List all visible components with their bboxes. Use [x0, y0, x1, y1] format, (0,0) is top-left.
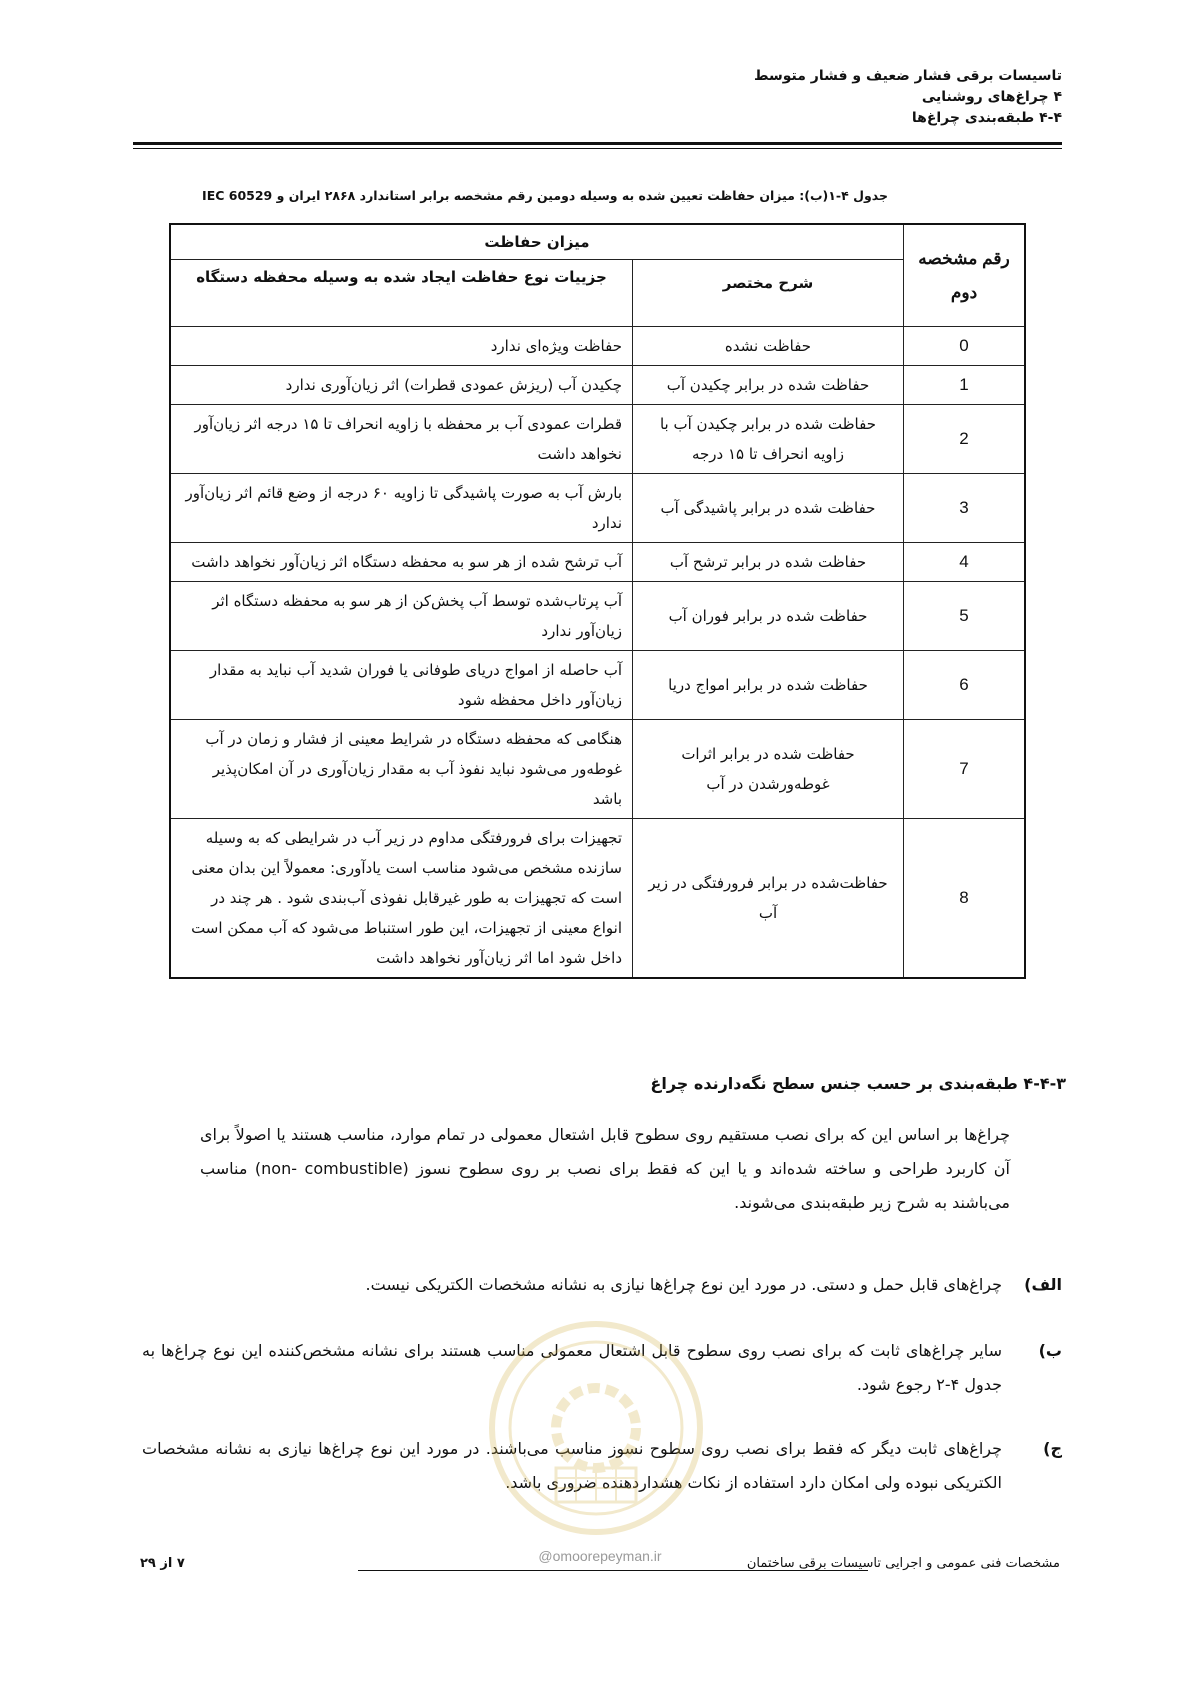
table-header-row [170, 224, 1025, 260]
row-code: 5 [904, 582, 1026, 651]
table-row [170, 651, 1025, 720]
row-short-description: حفاظت شده در برابر اثرات غوطه‌ورشدن در آب [633, 720, 904, 819]
header-rule-thick [133, 142, 1062, 145]
table-row [170, 327, 1025, 366]
table-caption: جدول ۴-۱(ب): میزان حفاظت تعیین شده به وسیله دومین رقم مشخصه برابر استاندارد ۲۸۶۸ ایران و IEC 60529 [202, 188, 888, 203]
row-detail: آب پرتاب‌شده توسط آب پخش‌کن از هر سو به محفظه دستگاه اثر زیان‌آور ندارد [170, 582, 633, 651]
page-number: ۷ از ۲۹ [140, 1556, 185, 1571]
col-code-header: رقم مشخصه دوم [904, 224, 1026, 327]
footer-rule [358, 1570, 868, 1571]
table-row [170, 582, 1025, 651]
row-code: 0 [904, 327, 1026, 366]
row-short-description: حفاظت شده در برابر چکیدن آب [633, 366, 904, 405]
section-title: ۴-۴-۳ طبقه‌بندی بر حسب جنس سطح نگه‌دارنده چراغ [650, 1074, 1066, 1093]
running-header [128, 66, 1062, 129]
col-detail-header: جزییات نوع حفاظت ایجاد شده به وسیله محفظه دستگاه [170, 260, 633, 327]
row-detail: حفاظت ویژه‌ای ندارد [170, 327, 633, 366]
table-row [170, 405, 1025, 474]
page-footer [140, 1556, 1060, 1586]
row-detail: تجهیزات برای فرورفتگی مداوم در زیر آب در شرایطی که به وسیله سازنده مشخص می‌شود مناسب است یادآوری: معمولاً این بدان معنی است که تجهیزات به طور غیرقابل نفوذی آب‌بندی شود . هر چند در انواع معینی از تجهیزات، این طور استنباط می‌شود که آب ممکن است داخل شود اما اثر زیان‌آور نخواهد داشت [170, 819, 633, 979]
row-detail: آب ترشح شده از هر سو به محفظه دستگاه اثر زیان‌آور نخواهد داشت [170, 543, 633, 582]
row-short-description: حفاظت نشده [633, 327, 904, 366]
col-short-header: شرح مختصر [633, 260, 904, 327]
list-item-text: چراغ‌های قابل حمل و دستی. در مورد این نوع چراغ‌ها نیازی به نشانه مشخصات الکتریکی نیست. [365, 1275, 1002, 1294]
watermark-site: @omoorepeyman.ir [538, 1548, 662, 1564]
row-short-description: حفاظت شده در برابر فوران آب [633, 582, 904, 651]
row-code: 3 [904, 474, 1026, 543]
row-code: 8 [904, 819, 1026, 979]
header-line-3: ۴-۴ طبقه‌بندی چراغ‌ها [911, 110, 1062, 126]
section-intro: چراغ‌ها بر اساس این که برای نصب مستقیم روی سطوح قابل اشتعال معمولی در تمام موارد، مناسب هستند یا اصولاً برای آن کاربرد طراحی و ساخته شده‌اند و یا این که فقط برای نصب بر روی سطوح نسوز (non- combustible) مناسب می‌باشند به شرح زیر طبقه‌بندی می‌شوند. [200, 1125, 1011, 1212]
row-short-description: حفاظت شده در برابر پاشیدگی آب [633, 474, 904, 543]
list-item-text: چراغ‌های ثابت دیگر که فقط برای نصب روی سطوح نسوز مناسب می‌باشند. در مورد این نوع چراغ‌ها نیازی به نشانه مشخصات الکتریکی نبوده ولی امکان دارد استفاده از نکات هشداردهنده ضروری باشد. [142, 1439, 1002, 1492]
row-detail: قطرات عمودی آب بر محفظه با زاویه انحراف تا ۱۵ درجه اثر زیان‌آور نخواهد داشت [170, 405, 633, 474]
protection-table [169, 223, 1026, 979]
table-row [170, 720, 1025, 819]
header-rule-thin [133, 148, 1062, 149]
row-detail: آب حاصله از امواج دریای طوفانی یا فوران شدید آب نباید به مقدار زیان‌آور داخل محفظه شود [170, 651, 633, 720]
row-code: 6 [904, 651, 1026, 720]
row-code: 2 [904, 405, 1026, 474]
table-row [170, 366, 1025, 405]
group-header: میزان حفاظت [170, 224, 904, 260]
row-code: 1 [904, 366, 1026, 405]
row-detail: هنگامی که محفظه دستگاه در شرایط معینی از فشار و زمان در آب غوطه‌ور می‌شود نباید نفوذ آب به مقدار زیان‌آوری در آن امکان‌پذیر باشد [170, 720, 633, 819]
table-row [170, 543, 1025, 582]
list-item-mark: ب) [1038, 1341, 1062, 1360]
table-row [170, 819, 1025, 979]
row-short-description: حفاظت شده در برابر امواج دریا [633, 651, 904, 720]
row-short-description: حفاظت شده در برابر ترشح آب [633, 543, 904, 582]
row-short-description: حفاظت شده در برابر چکیدن آب با زاویه انحراف تا ۱۵ درجه [633, 405, 904, 474]
row-code: 4 [904, 543, 1026, 582]
row-code: 7 [904, 720, 1026, 819]
table-subheader-row [170, 260, 1025, 327]
list-item-mark: ج) [1043, 1439, 1062, 1458]
table-row [170, 474, 1025, 543]
row-detail: چکیدن آب (ریزش عمودی قطرات) اثر زیان‌آوری ندارد [170, 366, 633, 405]
list-item-mark: الف) [1024, 1275, 1062, 1294]
row-detail: بارش آب به صورت پاشیدگی تا زاویه ۶۰ درجه از وضع قائم اثر زیان‌آور ندارد [170, 474, 633, 543]
list-item-text: سایر چراغ‌های ثابت که برای نصب روی سطوح قابل اشتعال معمولی مناسب هستند برای نشانه مشخص‌کننده این نوع چراغ‌ها به جدول ۴-۲ رجوع شود. [142, 1341, 1002, 1394]
header-line-1: تاسیسات برقی فشار ضعیف و فشار متوسط [753, 68, 1062, 84]
footer-title: مشخصات فنی عمومی و اجرایی تاسیسات برقی ساختمان [746, 1556, 1060, 1571]
row-short-description: حفاظت‌شده در برابر فرورفتگی در زیر آب [633, 819, 904, 979]
watermark-seal-icon [486, 1318, 706, 1538]
header-line-2: ۴ چراغ‌های روشنایی [921, 89, 1062, 105]
